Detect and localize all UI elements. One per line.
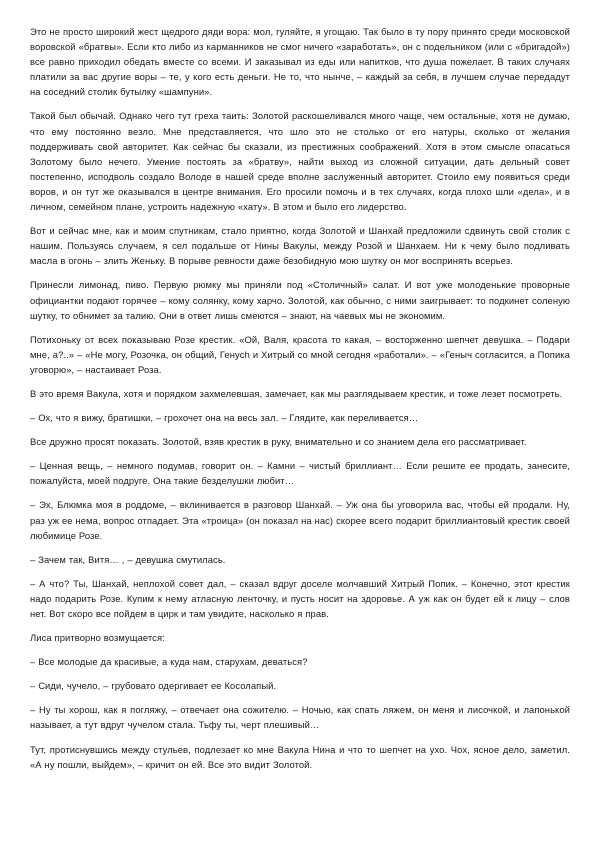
paragraph: Такой был обычай. Однако чего тут греха таить: Золотой раскошеливался много чаще, чем остальные, хотя не думаю, что ему постоянно везло. Мне представляется, что шло это не столько от его натуры, сколько от желания поддерживать свой авторитет. Как сейчас бы сказали, из престижных соображений. Хотя в этом смысле опасаться Золотому было нечего. Умение постоять за «братву», найти выход из сложной ситуации, дать дельный совет постепенно, исподволь создало Володе в нашей среде вполне заслуженный авторитет. Стоило ему появиться среди воров, и он тут же оказывался в центре внимания. Его просили помочь и в тех случаях, когда плохо шли «дела», и в личном, семейном плане, устроить надежную «хату». В этом и было его лидерство. <box>30 110 570 213</box>
paragraph: В это время Вакула, хотя и порядком захмелевшая, замечает, как мы разглядываем крестик, и тоже лезет посмотреть. <box>30 387 563 399</box>
paragraph: – Все молодые да красивые, а куда нам, старухам, деваться? <box>30 656 308 668</box>
paragraph: – Ну ты хорош, как я погляжу, – отвечает она сожителю. – Ночью, как спать ляжем, он меня и лисочкой, и лапонькой называет, а тут вдруг чучелом стала. Тьфу ты, черт плешивый… <box>30 704 570 731</box>
paragraph: Принесли лимонад, пиво. Первую рюмку мы приняли под «Столичный» салат. И вот уже молоденькие проворные официантки подают горячее – кому солянку, кому харчо. Золотой, как обычно, с ними заигрывает: то подкинет соленую шутку, то обнимет за талию. Они в ответ лишь смеются – знают, на чаевых мы не экономим. <box>30 279 570 321</box>
document-text-body <box>30 24 570 772</box>
paragraph: – Ценная вещь, – немного подумав, говорит он. – Камни – чистый бриллиант… Если решите ее продать, занесите, пожалуйста, моей подруге. Она такие безделушки любит… <box>30 460 570 487</box>
paragraph: – Зачем так, Витя… , – девушка смутилась. <box>30 553 226 565</box>
paragraph: Это не просто широкий жест щедрого дяди вора: мол, гуляйте, я угощаю. Так было в ту пору принято среди московской воровской «братвы». Если кто либо из карманников не смог ничего «заработать», он с подельником (или с «бригадой») все равно приходил обедать вместе со всеми. И заказывал из еды или напитков, что душа пожелает. В таких случаях платили за вас другие воры – те, у кого есть деньги. Не то, что нынче, – каждый за себя, в лучшем случае передадут на соседний столик бутылку «шампуни». <box>30 26 570 98</box>
paragraph: – Ох, что я вижу, братишки, – грохочет она на весь зал. – Глядите, как переливается… <box>30 412 419 424</box>
paragraph: – Сиди, чучело, – грубовато одергивает ее Косолапый. <box>30 680 277 692</box>
paragraph: Тут, протиснувшись между стульев, подлезает ко мне Вакула Нина и что то шепчет на ухо. Чох, ясное дело, заметил. «А ну пошли, выйдем», – кричит он ей. Все это видит Золотой. <box>30 743 570 770</box>
paragraph: Потихоньку от всех показываю Розе крестик. «Ой, Валя, красота то какая, – восторженно шепчет девушка. – Подари мне, а?..» – «Не могу, Розочка, он общий, Генych и Хитрый со мной сегодня «работали». – «Геныч согласится, а Попика уговорю», – настаивает Роза. <box>30 333 570 375</box>
paragraph: Лиса притворно возмущается: <box>30 632 165 644</box>
paragraph: Вот и сейчас мне, как и моим спутникам, стало приятно, когда Золотой и Шанхай предложили сдвинуть свой столик с нашим. Пользуясь случаем, я сел подальше от Нины Вакулы, между Розой и Шанхаем. Ни к чему было подливать масла в огонь – злить Женьку. В порыве ревности даже безобидную мою шутку он мог воспринять всерьез. <box>30 225 570 267</box>
paragraph: Все дружно просят показать. Золотой, взяв крестик в руку, внимательно и со знанием дела его рассматривает. <box>30 436 527 448</box>
paragraph: – А что? Ты, Шанхай, неплохой совет дал, – сказал вдруг доселе молчавший Хитрый Попик. – Конечно, этот крестик надо подарить Розе. Купим к нему атласную ленточку, и пусть носит на здоровье. А уж как он будет ей к лицу – слов нет. Вот скоро все пойдем в цирк и там увидите, насколько я прав. <box>30 577 570 619</box>
paragraph: – Эх, Блюмка моя в роддоме, – вклинивается в разговор Шанхай. – Уж она бы уговорила вас, чтобы ей продали. Ну, раз уж ее нема, вопрос отпадает. Эта «троица» (он показал на нас) скорее всего подарит бриллиантовый крестик своей любимице Розе. <box>30 499 570 541</box>
